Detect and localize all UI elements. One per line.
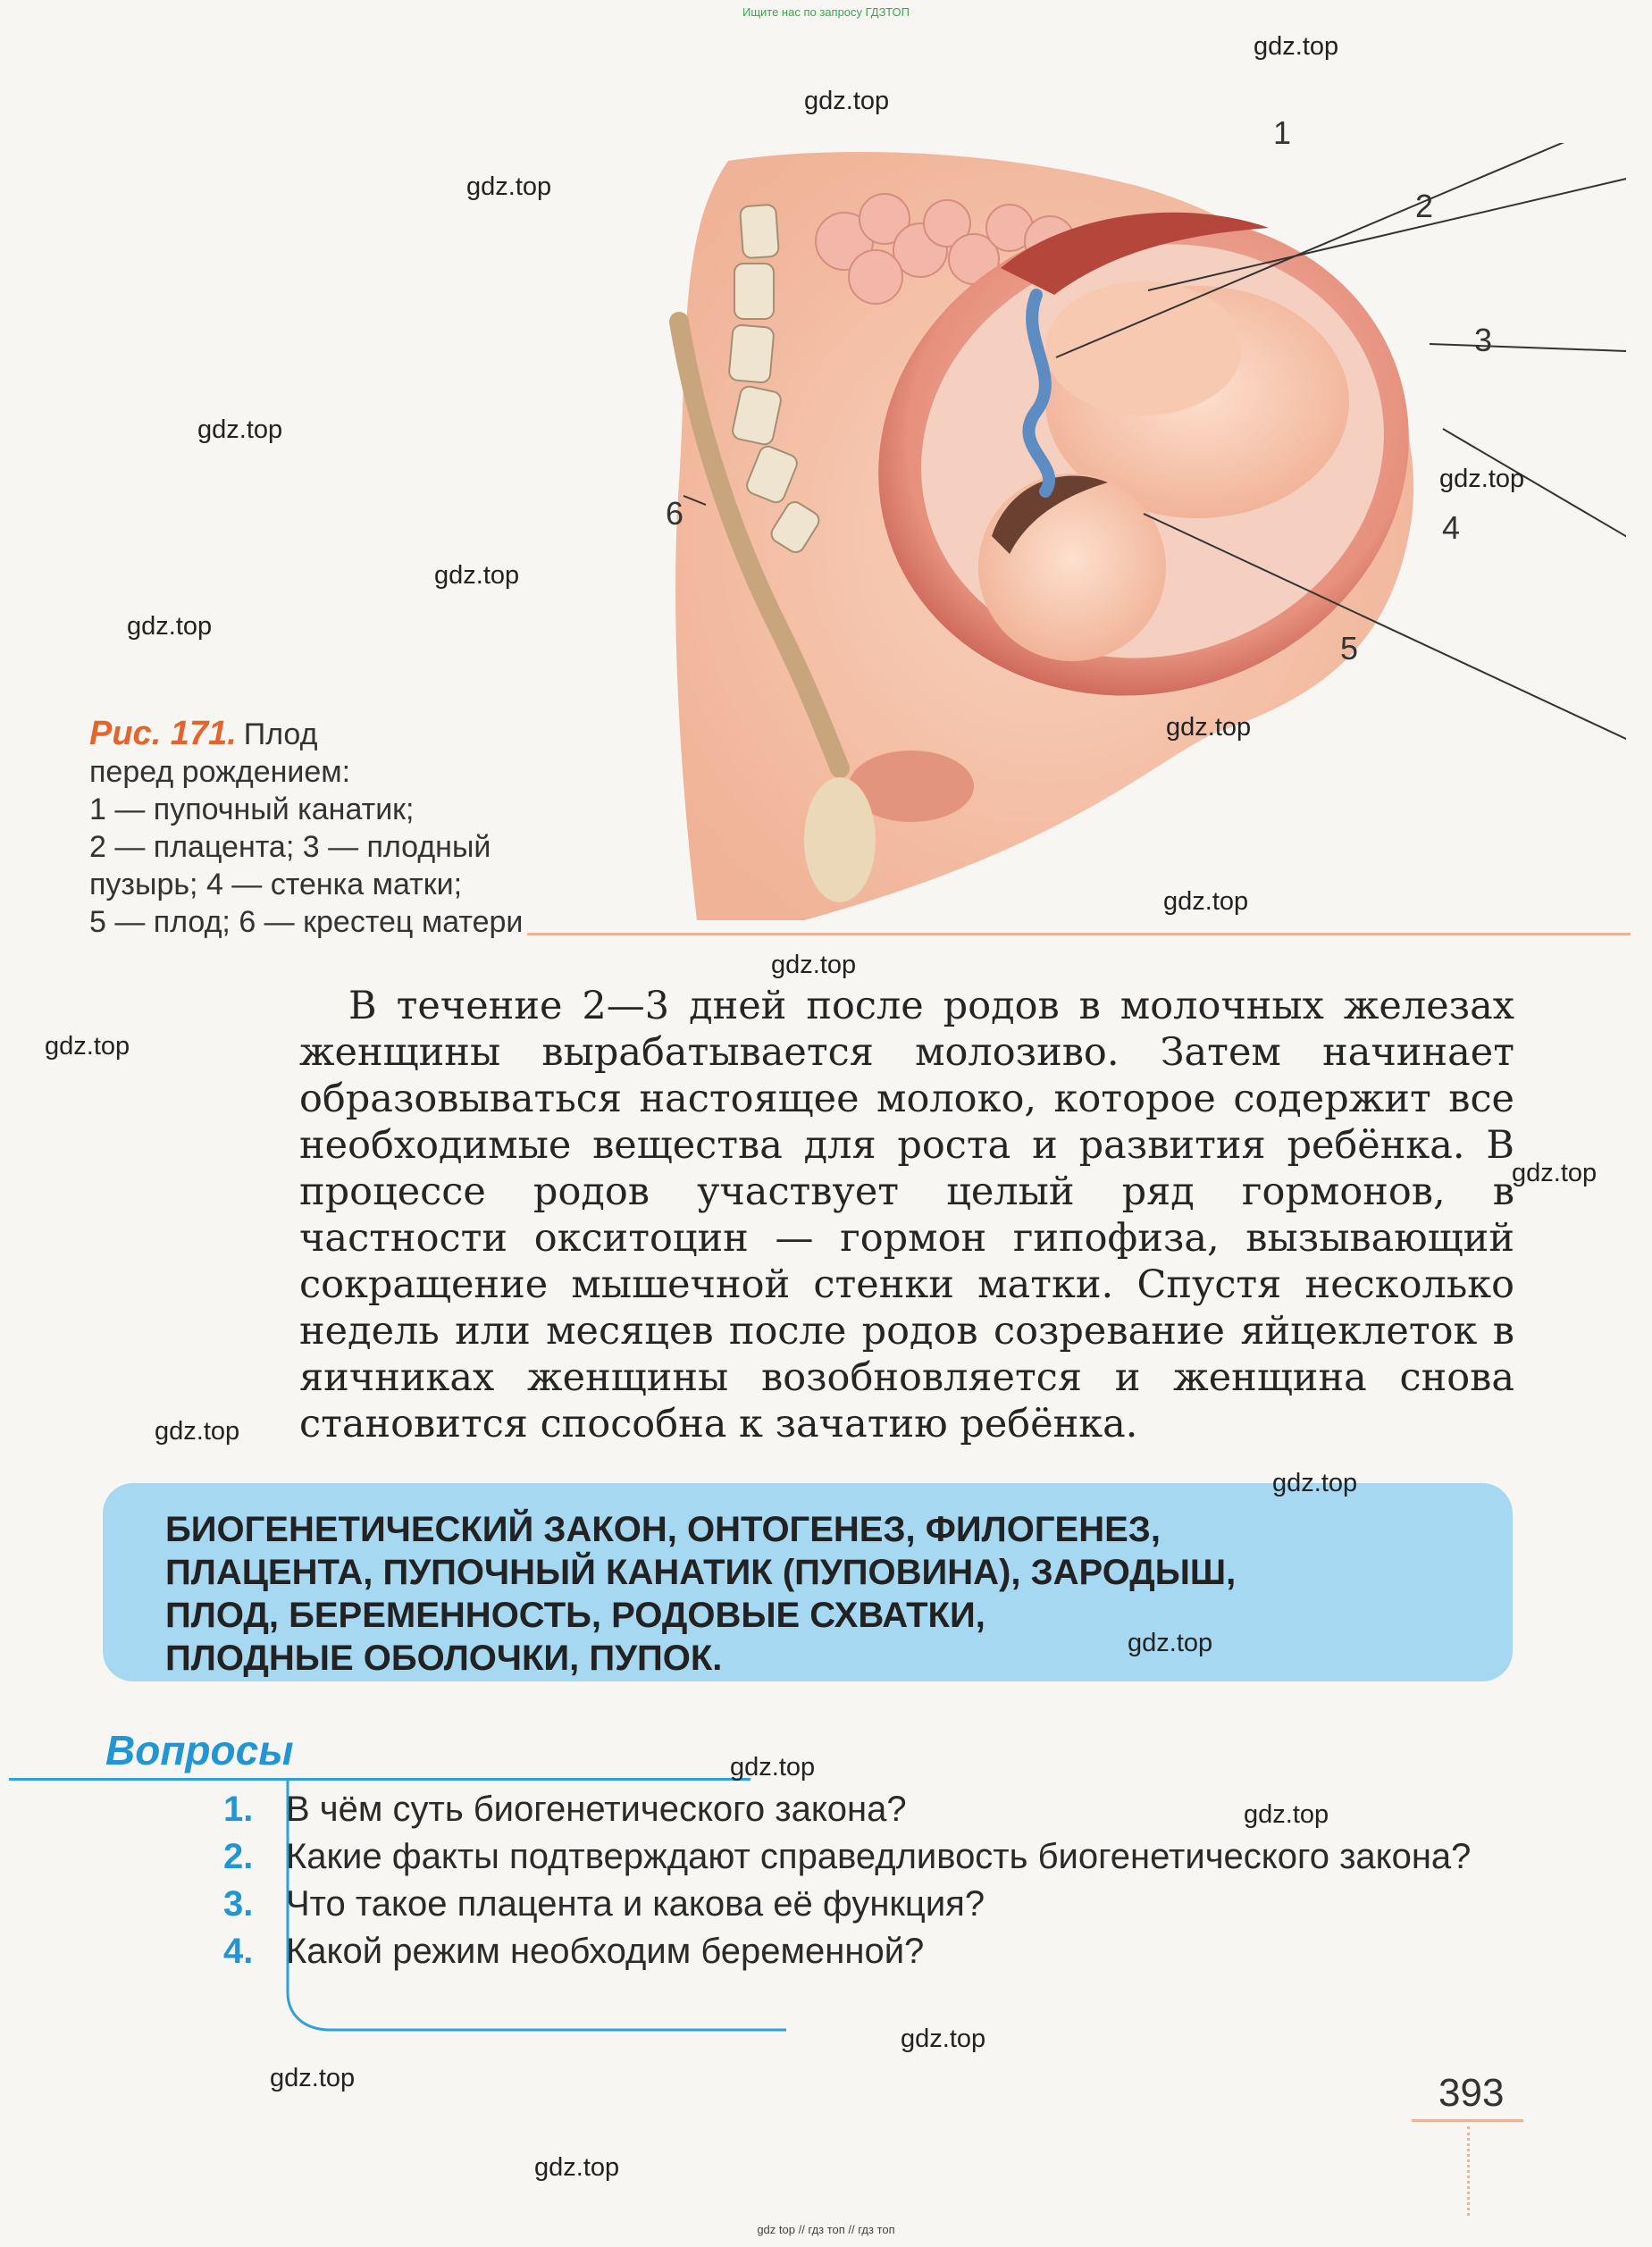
watermark: gdz.top [771, 951, 857, 979]
watermark: gdz.top [1163, 887, 1249, 916]
watermark: gdz.top [901, 2025, 986, 2053]
question-text: В чём суть биогенетического закона? [286, 1790, 907, 1829]
caption-line: 5 — плод; 6 — крестец матери [89, 905, 524, 939]
pelvis [804, 777, 876, 902]
caption-line: пузырь; 4 — стенка матки; [89, 868, 463, 901]
watermark: gdz.top [1512, 1159, 1597, 1187]
figure-caption [89, 715, 590, 941]
key-terms [165, 1508, 1434, 1680]
figure-label: Рис. 171. [89, 715, 237, 752]
watermark: gdz.top [1128, 1629, 1213, 1657]
watermark: gdz.top [270, 2064, 356, 2092]
question-item [223, 1834, 1546, 1880]
question-number: 1. [223, 1790, 254, 1829]
question-text: Какие факты подтверждают справедливость биогенетического закона? [286, 1837, 1472, 1876]
caption-line: Плод [243, 717, 318, 751]
callout-2: 2 [1415, 188, 1434, 224]
fetus-anatomy-illustration [643, 143, 1626, 920]
watermark: gdz.top [804, 87, 890, 115]
question-number: 4. [223, 1932, 254, 1971]
watermark: gdz.top [534, 2153, 620, 2182]
key-terms-line: БИОГЕНЕТИЧЕСКИЙ ЗАКОН, ОНТОГЕНЕЗ, ФИЛОГЕНЕЗ, [165, 1510, 1161, 1549]
caption-line: 1 — пупочный канатик; [89, 792, 415, 826]
page-number: 393 [1438, 2071, 1505, 2115]
questions-heading: Вопросы [105, 1727, 294, 1773]
watermark: gdz.top [197, 415, 283, 444]
body-text [299, 983, 1514, 1447]
watermark: gdz.top [127, 612, 213, 641]
watermark: gdz.top [1272, 1469, 1358, 1497]
callout-4: 4 [1442, 509, 1461, 546]
watermark: gdz.top [466, 172, 552, 201]
question-item [223, 1882, 1546, 1927]
question-number: 3. [223, 1884, 254, 1924]
callout-5: 5 [1340, 630, 1359, 667]
page-number-dots [1467, 2126, 1470, 2216]
fetus-legs [1045, 281, 1242, 415]
caption-line: 2 — плацента; 3 — плодный [89, 830, 491, 864]
footer-note: gdz top // гдз топ // гдз топ [757, 2223, 895, 2236]
callout-3: 3 [1474, 322, 1493, 358]
question-number: 2. [223, 1837, 254, 1876]
callout-6: 6 [666, 495, 684, 532]
caption-line: перед рождением: [89, 755, 351, 789]
page-number-rule [1412, 2119, 1523, 2122]
questions-list [223, 1787, 1546, 1976]
section-divider [527, 933, 1631, 935]
body-paragraph: В течение 2—3 дней после родов в молочных железах женщины вырабатывается молозиво. Затем начинает образовываться настоящее молоко, которое содержит все необходимые вещества для роста и развития ребёнка. В процессе родов участвует целый ряд гормонов, в частности окситоцин — гормон гипофиза, вызывающий сокращение мышечной стенки матки. Спустя несколько недель или месяцев после родов созревание яйцеклеток в яичниках женщины возобновляется и женщина снова становится способна к зачатию ребёнка. [299, 984, 1514, 1446]
watermark: gdz.top [434, 561, 520, 590]
figure-fetus-illustration [643, 143, 1626, 920]
header-note: Ищите нас по запросу ГДЗТОП [742, 5, 910, 19]
watermark: gdz.top [45, 1032, 130, 1061]
question-item [223, 1787, 1546, 1832]
fetus-head [978, 474, 1166, 661]
question-text: Что такое плацента и какова её функция? [286, 1884, 985, 1924]
key-terms-line: ПЛАЦЕНТА, ПУПОЧНЫЙ КАНАТИК (ПУПОВИНА), ЗАРОДЫШ, [165, 1553, 1237, 1592]
watermark: gdz.top [1254, 32, 1339, 61]
watermark: gdz.top [1244, 1800, 1329, 1829]
watermark: gdz.top [155, 1417, 240, 1446]
watermark: gdz.top [1439, 465, 1525, 493]
key-terms-line: ПЛОД, БЕРЕМЕННОСТЬ, РОДОВЫЕ СХВАТКИ, [165, 1596, 985, 1635]
watermark: gdz.top [730, 1753, 816, 1782]
question-item [223, 1929, 1546, 1975]
watermark: gdz.top [1166, 713, 1252, 742]
key-terms-line: ПЛОДНЫЕ ОБОЛОЧКИ, ПУПОК. [165, 1639, 723, 1678]
question-text: Какой режим необходим беременной? [286, 1932, 925, 1971]
callout-1: 1 [1273, 114, 1292, 151]
